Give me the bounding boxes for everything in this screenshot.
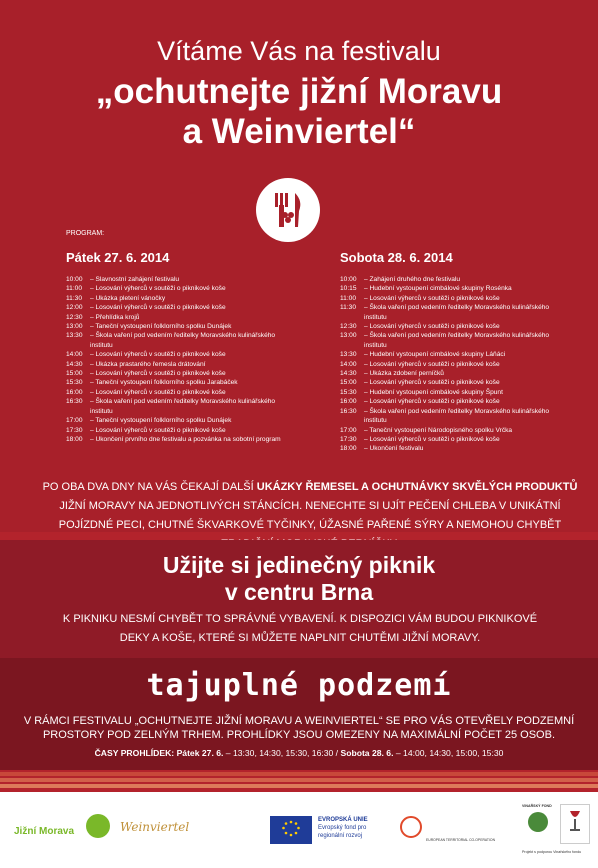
schedule-time: 11:00 bbox=[340, 294, 357, 302]
schedule-item bbox=[66, 284, 296, 293]
schedule-time: 13:30 bbox=[340, 351, 357, 359]
schedule-text: – Ukázka pletení vánočky bbox=[90, 294, 166, 302]
schedule-time: 12:30 bbox=[340, 323, 357, 331]
schedule-time: 14:00 bbox=[340, 360, 357, 368]
schedule-text: – Škola vaření pod vedením ředitelky Moravského kulinářského institutu bbox=[364, 407, 550, 425]
schedule-time: 16:30 bbox=[66, 398, 83, 406]
schedule-item bbox=[66, 360, 296, 369]
stripe-1 bbox=[0, 772, 598, 776]
schedule-text: – Losování výherců v soutěži o piknikové koše bbox=[90, 304, 226, 312]
schedule-text: – Losování výherců v soutěži o piknikové koše bbox=[364, 379, 500, 387]
schedule-text: – Hudební vystoupení cimbálové skupiny Láňáci bbox=[364, 351, 506, 359]
podzemi-title: tajuplné podzemí bbox=[146, 668, 452, 703]
schedule-text: – Škola vaření pod vedením ředitelky Moravského kulinářského institutu bbox=[364, 304, 550, 321]
grape-leaf-icon bbox=[528, 812, 548, 832]
schedule-text: – Losování výherců v soutěži o piknikové koše bbox=[90, 388, 226, 396]
schedule-text: – Ukončení festivalu bbox=[364, 445, 424, 453]
eu-line2: Evropský fond pro bbox=[318, 825, 367, 831]
schedule-item bbox=[66, 397, 296, 416]
picnic-title-line1: Užijte si jedinečný piknik bbox=[162, 552, 436, 578]
info-text-bold: UKÁZKY ŘEMESEL A OCHUTNÁVKY SKVĚLÝCH PRODUKTŮ bbox=[256, 481, 578, 493]
schedule-text: – Slavnostní zahájení festivalu bbox=[90, 276, 180, 283]
schedule-time: 15:00 bbox=[66, 370, 83, 378]
podpora-text: Projekt s podporou Vinařského fondu bbox=[522, 850, 582, 854]
schedule-item bbox=[340, 369, 570, 378]
schedule-time: 13:30 bbox=[66, 332, 83, 340]
schedule-time: 17:00 bbox=[66, 417, 83, 425]
schedule-time: 16:30 bbox=[340, 407, 357, 415]
schedule-text: – Hudební vystoupení cimbálové skupiny Rosénka bbox=[364, 285, 512, 293]
schedule-item bbox=[340, 294, 570, 303]
schedule-item bbox=[340, 331, 570, 350]
schedule-text: – Škola vaření pod vedením ředitelky Moravského kulinářského institutu bbox=[90, 332, 276, 349]
schedule-item bbox=[66, 369, 296, 378]
schedule-item bbox=[66, 303, 296, 312]
day1-list bbox=[66, 275, 296, 444]
schedule-item bbox=[66, 331, 296, 350]
footer-logos bbox=[0, 792, 598, 868]
schedule-text: – Losování výherců v soutěži o piknikové koše bbox=[90, 285, 226, 293]
schedule-time: 14:00 bbox=[66, 351, 83, 359]
schedule-item bbox=[340, 444, 570, 453]
schedule-time: 14:30 bbox=[340, 370, 357, 378]
schedule-time: 10:15 bbox=[340, 285, 357, 293]
schedule-item bbox=[340, 388, 570, 397]
schedule-time: 18:00 bbox=[340, 445, 357, 453]
jizni-morava-text: Jižní Morava bbox=[14, 826, 75, 837]
schedule-item bbox=[340, 275, 570, 284]
schedule-time: 17:00 bbox=[340, 426, 357, 434]
schedule-item bbox=[340, 303, 570, 322]
schedule-item bbox=[340, 284, 570, 293]
title-main bbox=[0, 72, 598, 152]
schedule-text: – Losování výherců v soutěži o piknikové koše bbox=[364, 398, 500, 406]
title-welcome: Vítáme Vás na festivalu bbox=[157, 36, 441, 66]
vinarsky-fond-logo bbox=[522, 804, 552, 844]
weinviertel-logo bbox=[120, 818, 210, 842]
tour-times-label: ČASY PROHLÍDEK: bbox=[94, 748, 177, 758]
schedule-item bbox=[340, 435, 570, 444]
schedule-time: 12:00 bbox=[66, 304, 83, 312]
schedule-time: 10:00 bbox=[66, 276, 83, 283]
schedule-text: – Losování výherců v soutěži o piknikové koše bbox=[90, 351, 226, 359]
day2-heading: Sobota 28. 6. 2014 bbox=[340, 250, 453, 265]
schedule-text: – Losování výherců v soutěži o piknikové koše bbox=[90, 426, 226, 434]
schedule-item bbox=[66, 426, 296, 435]
schedule-time: 10:00 bbox=[340, 276, 357, 283]
podzemi-text: V RÁMCI FESTIVALU „OCHUTNEJTE JIŽNÍ MORAVU A WEINVIERTEL“ SE PRO VÁS OTEVŘELY PODZEMNÍ PROSTORY POD ZELNÝM TRHEM. PROHLÍDKY JSOU OMEZENY NA MAXIMÁLNÍ POČET 25 OSOB. bbox=[23, 715, 575, 741]
schedule-time: 14:30 bbox=[66, 360, 83, 368]
schedule-text: – Losování výherců v soutěži o piknikové koše bbox=[90, 370, 226, 378]
cutlery-grapes-icon bbox=[256, 178, 320, 242]
schedule-item bbox=[340, 426, 570, 435]
schedule-text: – Zahájení druhého dne festivalu bbox=[364, 276, 461, 283]
picnic-text: K PIKNIKU NESMÍ CHYBĚT TO SPRÁVNÉ VYBAVENÍ. K DISPOZICI VÁM BUDOU PIKNIKOVÉ DEKY A KOŠE, KTERÉ SI MŮŽETE NAPLNIT CHUTĚMI JIŽNÍ MORAVY. bbox=[62, 613, 538, 644]
jizni-morava-logo bbox=[14, 814, 114, 844]
schedule-time: 15:30 bbox=[340, 388, 357, 396]
schedule-text: – Ukázka prastarého řemesla drátování bbox=[90, 360, 206, 368]
title-main-line2: a Weinviertel“ bbox=[182, 112, 416, 151]
schedule-text: – Losování výherců v soutěži o piknikové koše bbox=[364, 294, 500, 302]
schedule-day2 bbox=[340, 250, 570, 454]
schedule-time: 17:30 bbox=[340, 435, 357, 443]
tour-times-values1: – 13:30, 14:30, 15:30, 16:30 / bbox=[223, 748, 341, 758]
stripe-2 bbox=[0, 778, 598, 782]
schedule-text: – Hudební vystoupení cimbálové skupiny Špunt bbox=[364, 388, 503, 396]
info-text-end: JIŽNÍ MORAVY NA JEDNOTLIVÝCH STÁNCÍCH. NENECHTE SI UJÍT PEČENÍ CHLEBA V UNIKÁTNÍ POJÍZDNÉ PECI, CHUTNÉ ŠKVARKOVÉ TYČINKY, ÚŽASNÉ PAŘENÉ SÝRY A NEMOHOU CHYBĚT bbox=[58, 500, 562, 531]
schedule-text: – Taneční vystoupení Národopisného spolku Vrčka bbox=[364, 426, 513, 434]
schedule-item bbox=[340, 407, 570, 426]
tour-times-day2: Sobota 28. 6. bbox=[340, 748, 394, 758]
schedule-time: 16:00 bbox=[66, 388, 83, 396]
schedule-day1 bbox=[66, 250, 296, 444]
schedule-time: 15:00 bbox=[340, 379, 357, 387]
schedule-item bbox=[66, 388, 296, 397]
day1-heading: Pátek 27. 6. 2014 bbox=[66, 250, 170, 265]
schedule-text: – Škola vaření pod vedením ředitelky Moravského kulinářského institutu bbox=[364, 332, 550, 349]
schedule-item bbox=[340, 350, 570, 359]
cross-border-logo bbox=[400, 810, 520, 850]
schedule-text: – Taneční vystoupení folklorního spolku Dunájek bbox=[90, 323, 232, 331]
schedule-item bbox=[340, 378, 570, 387]
schedule-time: 18:00 bbox=[66, 435, 83, 443]
schedule-time: 12:30 bbox=[66, 313, 83, 321]
schedule-text: – Ukončení prvního dne festivalu a pozvánka na sobotní program bbox=[90, 435, 281, 443]
wine-glass-logo bbox=[560, 804, 590, 844]
schedule-item bbox=[340, 360, 570, 369]
schedule-text: – Taneční vystoupení folklorního spolku Dunájek bbox=[90, 417, 232, 425]
eu-text bbox=[318, 816, 388, 848]
vinarsky-text: VINAŘSKÝ FOND bbox=[522, 804, 552, 808]
schedule-item bbox=[66, 378, 296, 387]
schedule-item bbox=[66, 416, 296, 425]
info-text-start: PO OBA DVA DNY NA VÁS ČEKAJÍ DALŠÍ bbox=[42, 481, 257, 493]
schedule-text: – Přehlídka krojů bbox=[90, 313, 140, 321]
schedule-time: 11:30 bbox=[66, 294, 83, 302]
cross-border-text: EUROPEAN TERRITORIAL CO-OPERATION bbox=[426, 838, 496, 842]
schedule-time: 17:30 bbox=[66, 426, 83, 434]
schedule-time: 11:00 bbox=[66, 285, 83, 293]
program-label: PROGRAM: bbox=[66, 230, 105, 237]
schedule-text: – Losování výherců v soutěži o piknikové koše bbox=[364, 360, 500, 368]
picnic-title bbox=[0, 552, 598, 606]
schedule-item bbox=[340, 397, 570, 406]
jizni-morava-circle-icon bbox=[86, 814, 110, 838]
schedule-item bbox=[66, 294, 296, 303]
schedule-item bbox=[66, 275, 296, 284]
schedule-time: 13:00 bbox=[66, 323, 83, 331]
schedule-item bbox=[66, 435, 296, 444]
schedule-text: – Losování výherců v soutěži o piknikové koše bbox=[364, 323, 500, 331]
schedule-text: – Ukázka zdobení perníčků bbox=[364, 370, 444, 378]
schedule-text: – Losování výherců v soutěži o piknikové koše bbox=[364, 435, 500, 443]
eu-line3: regionální rozvoj bbox=[318, 833, 363, 839]
schedule-item bbox=[340, 322, 570, 331]
schedule-item bbox=[66, 322, 296, 331]
schedule-time: 13:00 bbox=[340, 332, 357, 340]
tour-times bbox=[20, 748, 578, 758]
day2-list bbox=[340, 275, 570, 454]
title-main-line1: „ochutnejte jižní Moravu bbox=[95, 72, 503, 111]
cross-border-circle-icon bbox=[400, 816, 422, 838]
schedule-item bbox=[66, 350, 296, 359]
eu-line1: EVROPSKÁ UNIE bbox=[318, 817, 368, 823]
schedule-text: – Taneční vystoupení folklorního spolku Jarabáček bbox=[90, 379, 238, 387]
stripe-3 bbox=[0, 784, 598, 788]
schedule-time: 15:30 bbox=[66, 379, 83, 387]
schedule-item bbox=[66, 313, 296, 322]
tour-times-day1: Pátek 27. 6. bbox=[176, 748, 224, 758]
schedule-time: 16:00 bbox=[340, 398, 357, 406]
picnic-title-line2: v centru Brna bbox=[224, 579, 374, 605]
schedule-time: 11:30 bbox=[340, 304, 357, 312]
tour-times-values2: – 14:00, 14:30, 15:00, 15:30 bbox=[393, 748, 504, 758]
schedule-text: – Škola vaření pod vedením ředitelky Moravského kulinářského institutu bbox=[90, 398, 276, 415]
weinviertel-text: Weinviertel bbox=[120, 820, 190, 834]
eu-flag-icon bbox=[270, 816, 312, 844]
